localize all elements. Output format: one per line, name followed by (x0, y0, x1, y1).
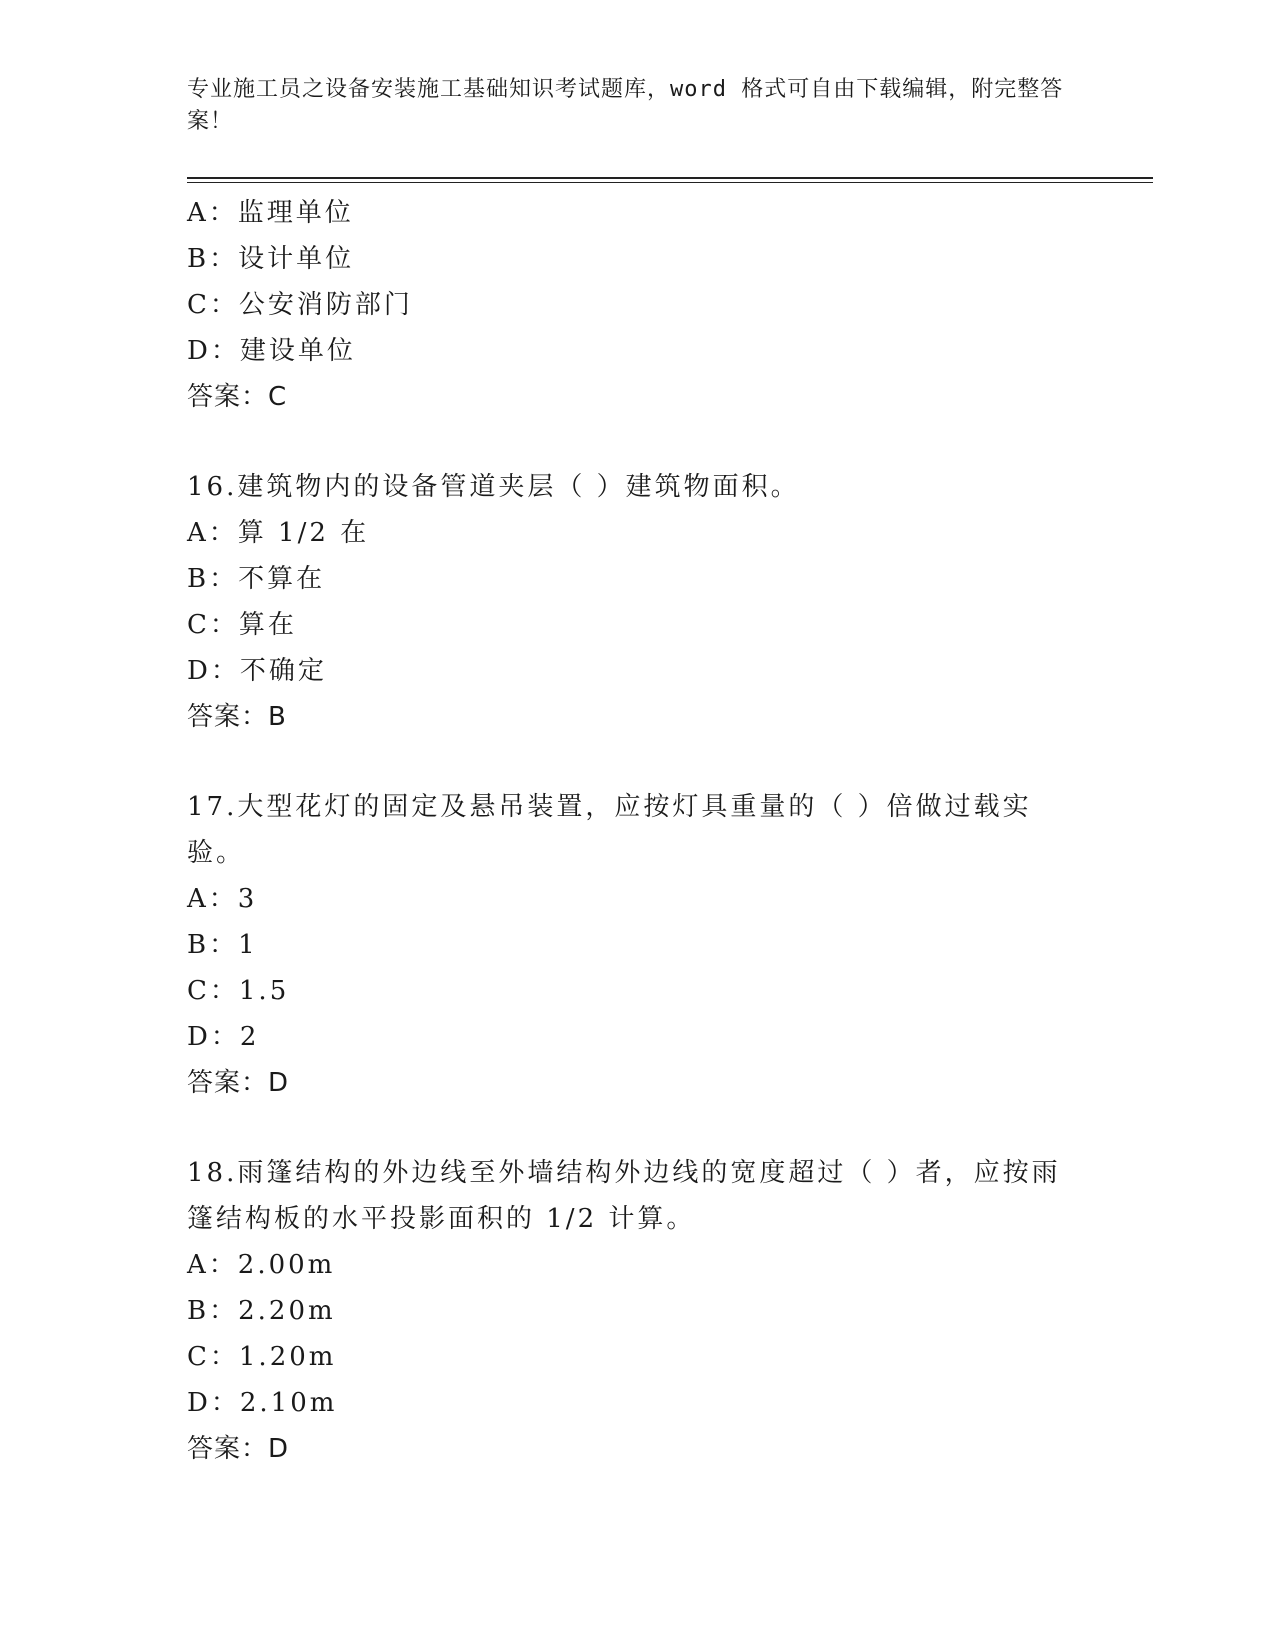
question-block (187, 1150, 1067, 1472)
answer-line: 答案：C (187, 382, 288, 412)
option-b: B：2.20m (187, 1296, 336, 1326)
option-a: A：监理单位 (187, 198, 354, 228)
block-spacer (187, 740, 1067, 784)
option-d: D：2 (187, 1022, 260, 1052)
block-spacer (187, 1106, 1067, 1150)
option-c: C：1.20m (187, 1342, 337, 1372)
question-text: 18.雨篷结构的外边线至外墙结构外边线的宽度超过（ ）者，应按雨篷结构板的水平投影面积的 1/2 计算。 (187, 1158, 1061, 1234)
block-spacer (187, 420, 1067, 464)
answer-line: 答案：B (187, 702, 287, 732)
question-text: 16.建筑物内的设备管道夹层（ ）建筑物面积。 (187, 472, 800, 502)
option-d: D：建设单位 (187, 336, 356, 366)
option-a: A：3 (187, 884, 258, 914)
option-c: C：1.5 (187, 976, 290, 1006)
option-a: A：2.00m (187, 1250, 336, 1280)
option-a: A：算 1/2 在 (187, 518, 370, 548)
header-rule-thick (187, 177, 1153, 179)
option-b: B：设计单位 (187, 244, 355, 274)
question-text: 17.大型花灯的固定及悬吊装置，应按灯具重量的（ ）倍做过载实验。 (187, 792, 1032, 868)
answer-line: 答案：D (187, 1068, 290, 1098)
option-b: B：1 (187, 930, 258, 960)
question-block (187, 464, 1067, 740)
option-b: B：不算在 (187, 564, 326, 594)
option-c: C：公安消防部门 (187, 290, 413, 320)
option-d: D：2.10m (187, 1388, 338, 1418)
question-block (187, 784, 1067, 1106)
document-header: 专业施工员之设备安装施工基础知识考试题库，word 格式可自由下载编辑，附完整答案！ (187, 77, 1064, 134)
header-rule-thin (187, 182, 1153, 183)
option-d: D：不确定 (187, 656, 327, 686)
answer-line: 答案：D (187, 1434, 290, 1464)
option-c: C：算在 (187, 610, 297, 640)
question-list (187, 190, 1067, 1472)
question-block (187, 190, 1067, 420)
